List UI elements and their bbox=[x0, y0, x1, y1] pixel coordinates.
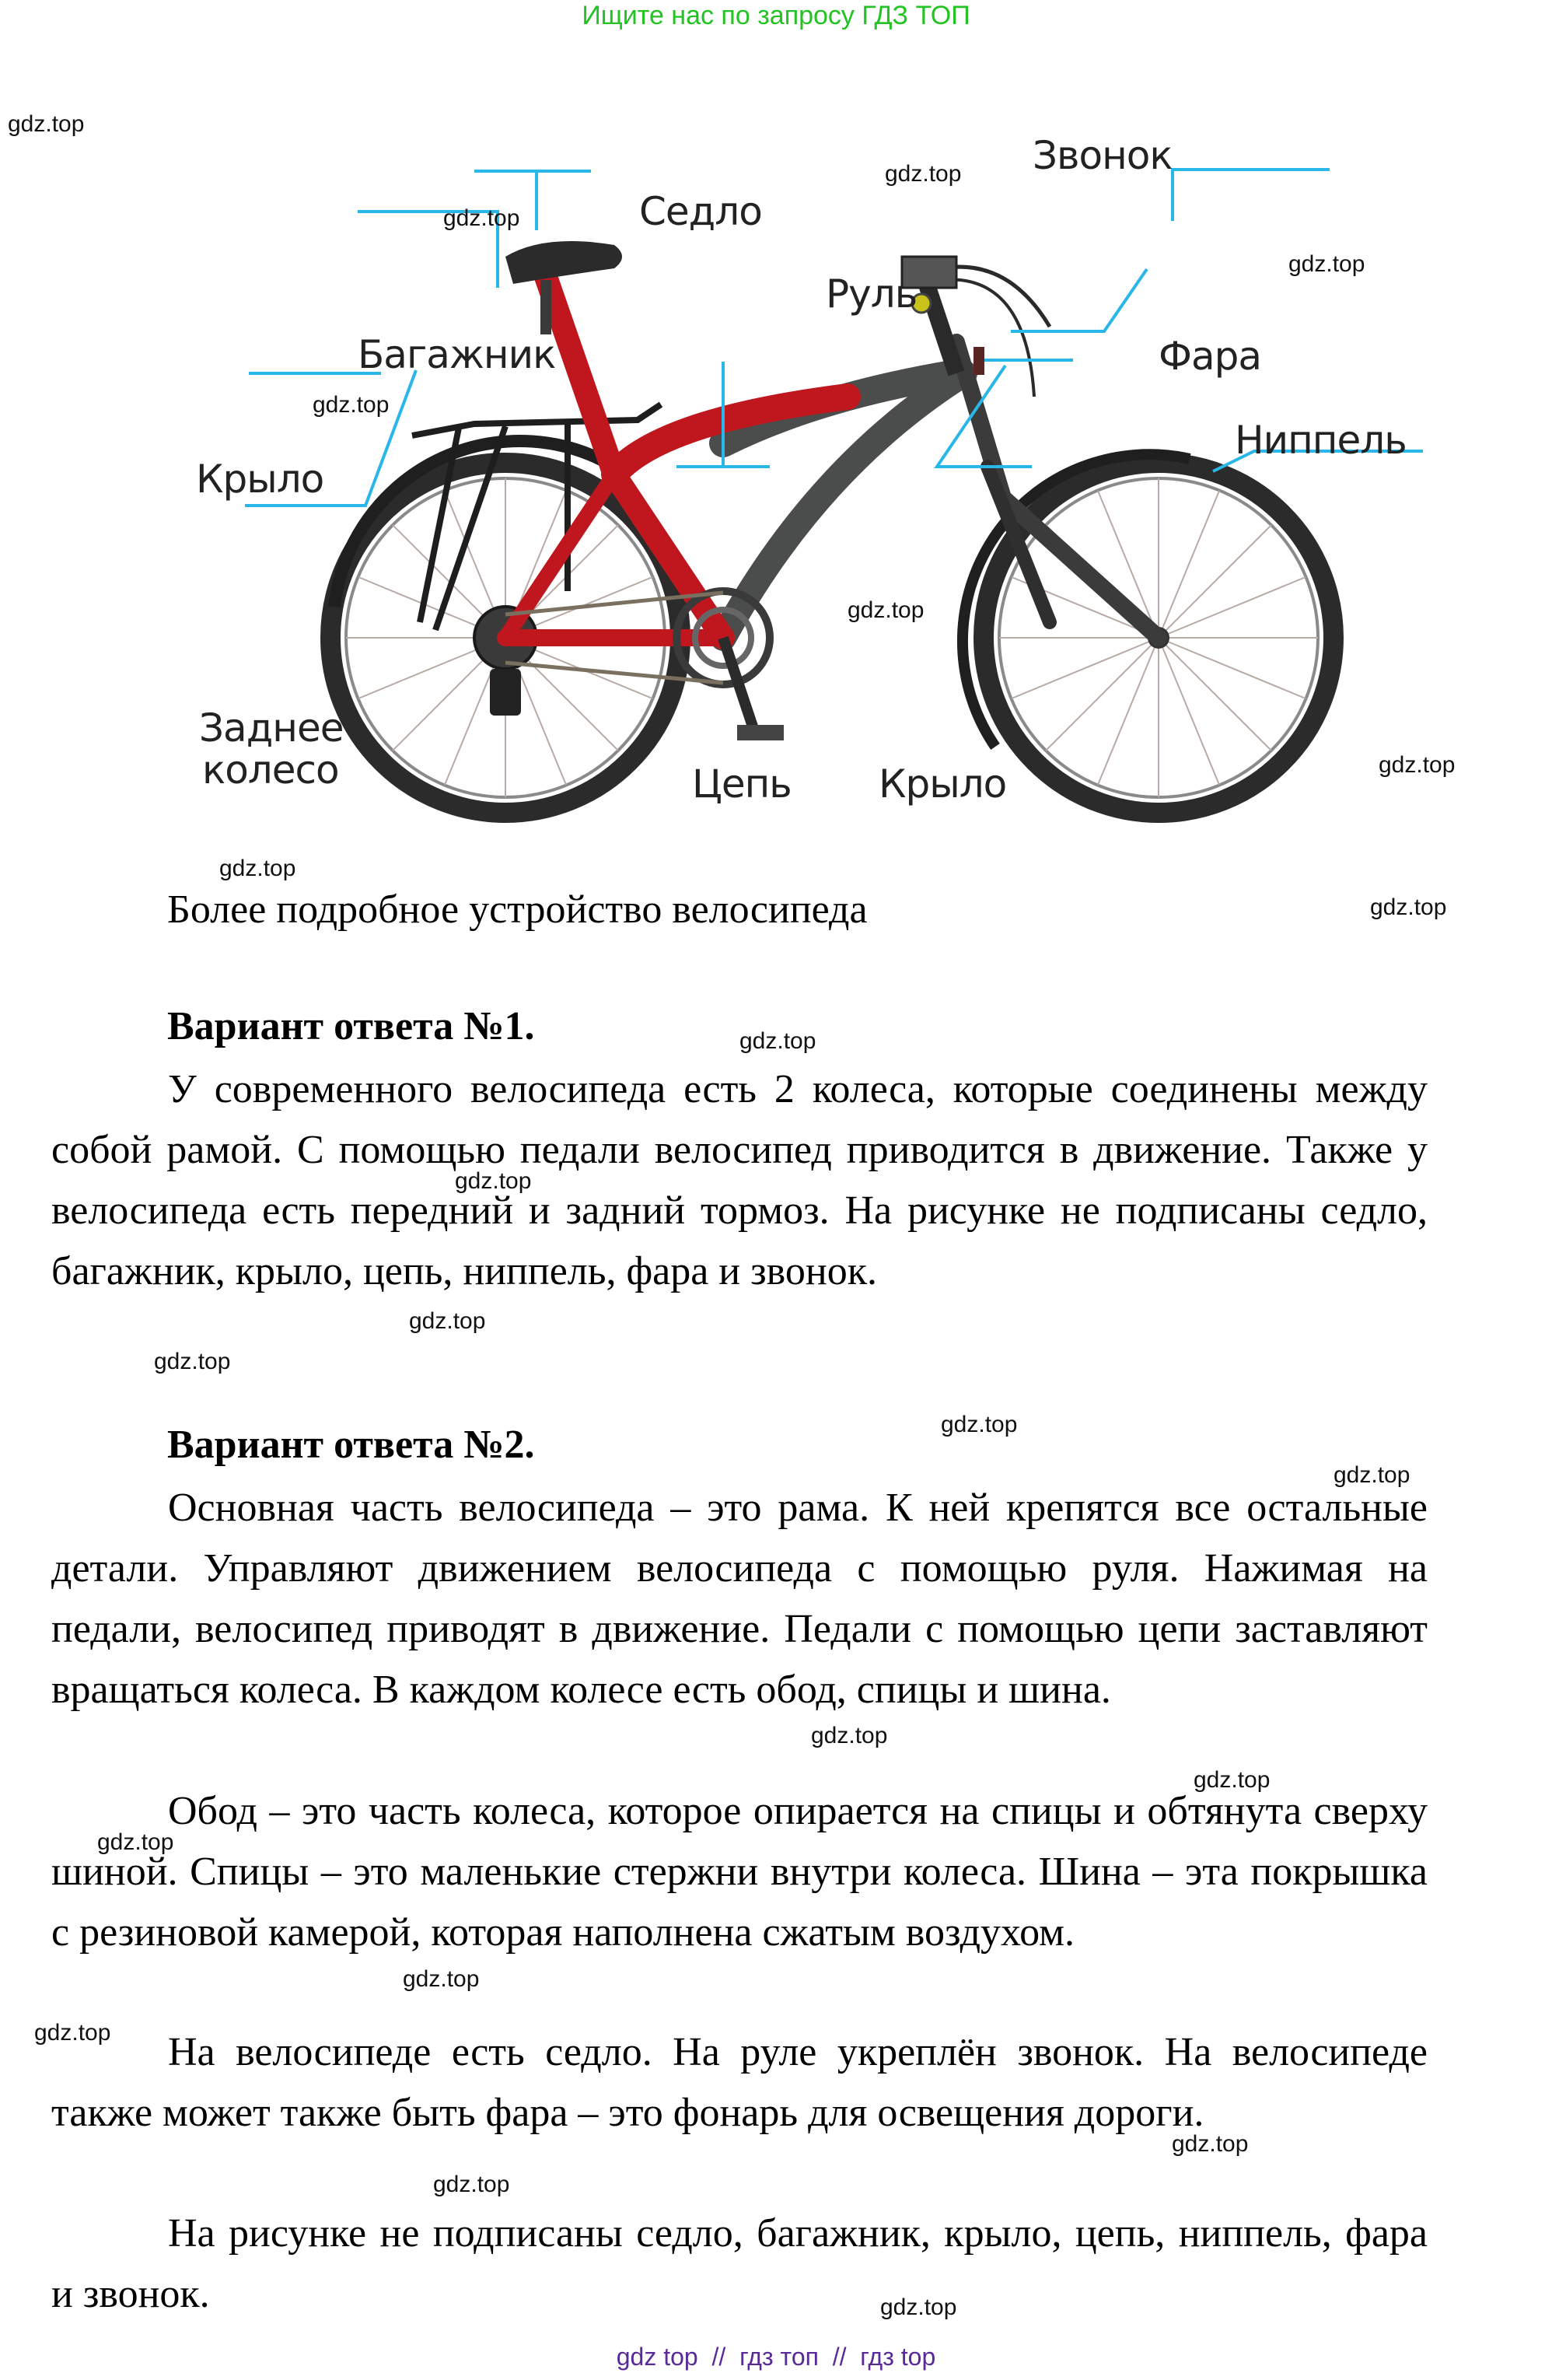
headlight bbox=[973, 347, 984, 375]
label-nippel: Ниппель bbox=[1235, 418, 1407, 462]
watermark: gdz.top bbox=[739, 1028, 816, 1054]
watermark: gdz.top bbox=[433, 2172, 510, 2197]
answer1-heading: Вариант ответа №1. bbox=[167, 1004, 535, 1048]
watermark: gdz.top bbox=[941, 1412, 1018, 1437]
watermark: gdz.top bbox=[1172, 2131, 1249, 2157]
watermark: gdz.top bbox=[848, 597, 925, 623]
watermark: gdz.top bbox=[1334, 1462, 1410, 1488]
drivetrain bbox=[490, 591, 784, 740]
watermark: gdz.top bbox=[409, 1308, 486, 1334]
answer2-paragraph-4: На рисунке не подписаны седло, багажник, крыло, цепь, ниппель, фара и звонок. bbox=[51, 2211, 1428, 2316]
footer-links[interactable]: gdz top // гдз топ // гдз top bbox=[616, 2343, 936, 2371]
watermark: gdz.top bbox=[455, 1168, 532, 1194]
watermark: gdz.top bbox=[219, 856, 296, 881]
label-krylo-front: Крыло bbox=[879, 761, 1007, 807]
watermark: gdz.top bbox=[1194, 1767, 1271, 1793]
label-zvonok: Звонок bbox=[1033, 133, 1173, 178]
watermark: gdz.top bbox=[34, 2020, 111, 2046]
watermark: gdz.top bbox=[1370, 894, 1447, 920]
label-krylo-rear: Крыло bbox=[196, 457, 324, 502]
label-sedlo: Седло bbox=[639, 189, 762, 234]
answer2-paragraph-2: Обод – это часть колеса, которое опирается на спицы и обтянута сверху шиной. Спицы – это маленькие стержни внутри колеса. Шина – эта покрышка с резиновой камерой, которая наполнена сжатым воздухом. bbox=[51, 1789, 1428, 1955]
figure-caption: Более подробное устройство велосипеда bbox=[167, 887, 868, 932]
watermark: gdz.top bbox=[443, 205, 520, 231]
watermark: gdz.top bbox=[885, 161, 962, 187]
watermark: gdz.top bbox=[1379, 752, 1456, 778]
watermark: gdz.top bbox=[1288, 251, 1365, 277]
answer2-paragraph-1: Основная часть велосипеда – это рама. К ней крепятся все остальные детали. Управляют движением велосипеда с помощью руля. Нажимая на педали, велосипед приводят в движение. Педали с помощью цепи заставляют вращаться колеса. В каждом колесе есть обод, спицы и шина. bbox=[51, 1486, 1428, 1712]
answer2-paragraph-3: На велосипеде есть седло. На руле укреплён звонок. На велосипеде также может также быть фара – это фонарь для освещения дороги. bbox=[51, 2030, 1428, 2135]
watermark: gdz.top bbox=[403, 1966, 480, 1992]
label-zadnee-koleso-1: Заднее bbox=[199, 705, 344, 751]
label-rul: Руль bbox=[826, 271, 918, 317]
watermark: gdz.top bbox=[8, 111, 85, 137]
label-tsep: Цепь bbox=[692, 761, 792, 807]
answer2-heading: Вариант ответа №2. bbox=[167, 1423, 535, 1467]
bicycle-figure bbox=[179, 133, 1423, 824]
watermark: gdz.top bbox=[880, 2294, 957, 2320]
watermark: gdz.top bbox=[811, 1723, 888, 1748]
watermark: gdz.top bbox=[154, 1349, 231, 1374]
search-banner[interactable]: Ищите нас по запросу ГДЗ ТОП bbox=[582, 1, 970, 30]
label-fara: Фара bbox=[1159, 334, 1262, 379]
label-bagazhnik: Багажник bbox=[358, 332, 556, 377]
bicycle-illustration bbox=[179, 140, 1423, 824]
watermark: gdz.top bbox=[97, 1829, 174, 1855]
label-zadnee-koleso-2: колесо bbox=[202, 747, 339, 793]
answer1-paragraph: У современного велосипеда есть 2 колеса, которые соединены между собой рамой. С помощью педали велосипед приводится в движение. Также у велосипеда есть передний и задний тормоз. На рисунке не подписаны седло, багажник, крыло, цепь, ниппель, фара и звонок. bbox=[51, 1067, 1428, 1293]
watermark: gdz.top bbox=[313, 392, 390, 418]
frame bbox=[505, 272, 1159, 638]
